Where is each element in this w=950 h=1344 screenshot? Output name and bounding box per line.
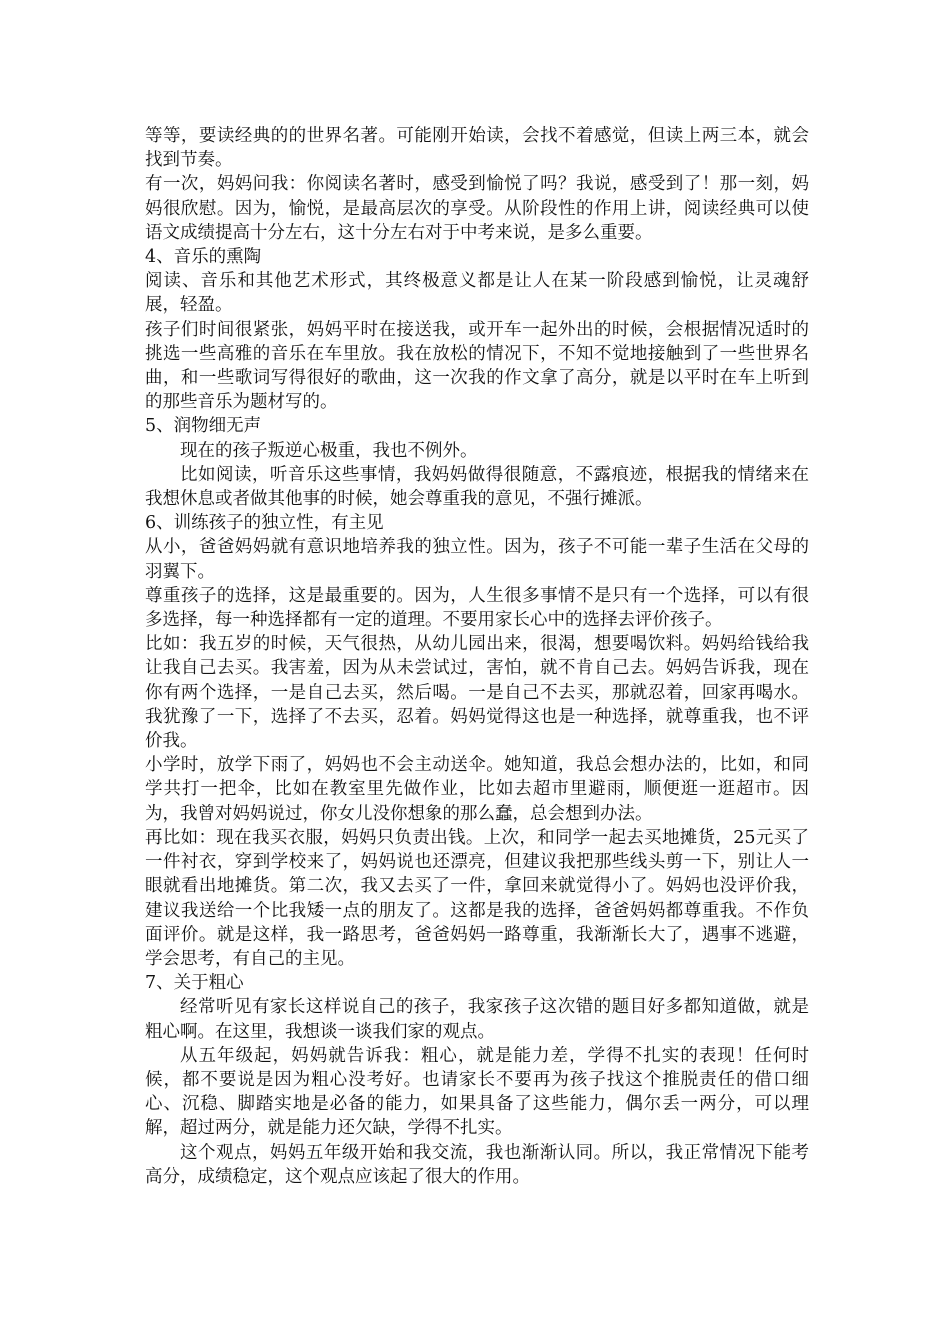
section-heading: 6、训练孩子的独立性，有主见 (145, 513, 384, 534)
paragraph: 经常听见有家长这样说自己的孩子，我家孩子这次错的题目好多都知道做，就是粗心啊。在这里，我想谈一谈我们家的观点。 (145, 997, 809, 1042)
paragraph: 小学时，放学下雨了，妈妈也不会主动送伞。她知道，我总会想办法的，比如，和同学共打一把伞，比如在教室里先做作业，比如去超市里避雨，顺便逛一逛超市。因为，我曾对妈妈说过，你女儿没你想象的那么蠢，总会想到办法。 (145, 755, 809, 824)
paragraph: 尊重孩子的选择，这是最重要的。因为，人生很多事情不是只有一个选择，可以有很多选择，每一种选择都有一定的道理。不要用家长心中的选择去评价孩子。 (145, 585, 809, 631)
paragraph: 阅读、音乐和其他艺术形式，其终极意义都是让人在某一阶段感到愉悦，让灵魂舒展，轻盈。 (145, 271, 809, 316)
document-body (145, 124, 809, 1189)
paragraph: 等等，要读经典的的世界名著。可能刚开始读，会找不着感觉，但读上两三本，就会找到节奏。 (145, 126, 809, 171)
paragraph: 比如阅读，听音乐这些事情，我妈妈做得很随意，不露痕迹，根据我的情绪来在我想休息或者做其他事的时候，她会尊重我的意见，不强行摊派。 (145, 464, 809, 510)
paragraph: 这个观点，妈妈五年级开始和我交流，我也渐渐认同。所以，我正常情况下能考高分，成绩稳定，这个观点应该起了很大的作用。 (145, 1142, 809, 1187)
paragraph: 孩子们时间很紧张，妈妈平时在接送我，或开车一起外出的时候，会根据情况适时的挑选一些高雅的音乐在车里放。我在放松的情况下，不知不觉地接触到了一些世界名曲，和一些歌词写得很好的歌曲，这一次我的作文拿了高分，就是以平时在车上听到的那些音乐为题材写的。 (145, 319, 809, 413)
section-heading: 4、音乐的熏陶 (145, 247, 262, 268)
paragraph: 从小，爸爸妈妈就有意识地培养我的独立性。因为，孩子不可能一辈子生活在父母的羽翼下。 (145, 537, 809, 582)
paragraph: 有一次，妈妈问我：你阅读名著时，感受到愉悦了吗？我说，感受到了！那一刻，妈妈很欣慰。因为，愉悦，是最高层次的享受。从阶段性的作用上讲，阅读经典可以使语文成绩提高十分左右，这十分左右对于中考来说，是多么重要。 (145, 174, 809, 243)
paragraph: 从五年级起，妈妈就告诉我：粗心，就是能力差，学得不扎实的表现！任何时候，都不要说是因为粗心没考好。也请家长不要再为孩子找这个推脱责任的借口细心、沉稳、脚踏实地是必备的能力，如果具备了这些能力，偶尔丢一两分，可以理解，超过两分，就是能力还欠缺，学得不扎实。 (145, 1045, 809, 1139)
paragraph: 现在的孩子叛逆心极重，我也不例外。 (180, 440, 478, 461)
paragraph: 再比如：现在我买衣服，妈妈只负责出钱。上次，和同学一起去买地摊货，25元买了一件衬衣，穿到学校来了，妈妈说也还漂亮，但建议我把那些线头剪一下，别让人一眼就看出地摊货。第二次，我又去买了一件，拿回来就觉得小了。妈妈也没评价我，建议我送给一个比我矮一点的朋友了。这都是我的选择，爸爸妈妈都尊重我。不作负面评价。就是这样，我一路思考，爸爸妈妈一路尊重，我渐渐长大了，遇事不逃避，学会思考，有自己的主见。 (145, 827, 809, 969)
section-heading: 7、关于粗心 (145, 973, 244, 994)
paragraph: 比如：我五岁的时候，天气很热，从幼儿园出来，很渴，想要喝饮料。妈妈给钱给我让我自己去买。我害羞，因为从未尝试过，害怕，就不肯自己去。妈妈告诉我，现在你有两个选择，一是自己去买，然后喝。一是自己不去买，那就忍着，回家再喝水。我犹豫了一下，选择了不去买，忍着。妈妈觉得这也是一种选择，就尊重我，也不评价我。 (145, 634, 809, 752)
section-heading: 5、润物细无声 (145, 416, 262, 437)
